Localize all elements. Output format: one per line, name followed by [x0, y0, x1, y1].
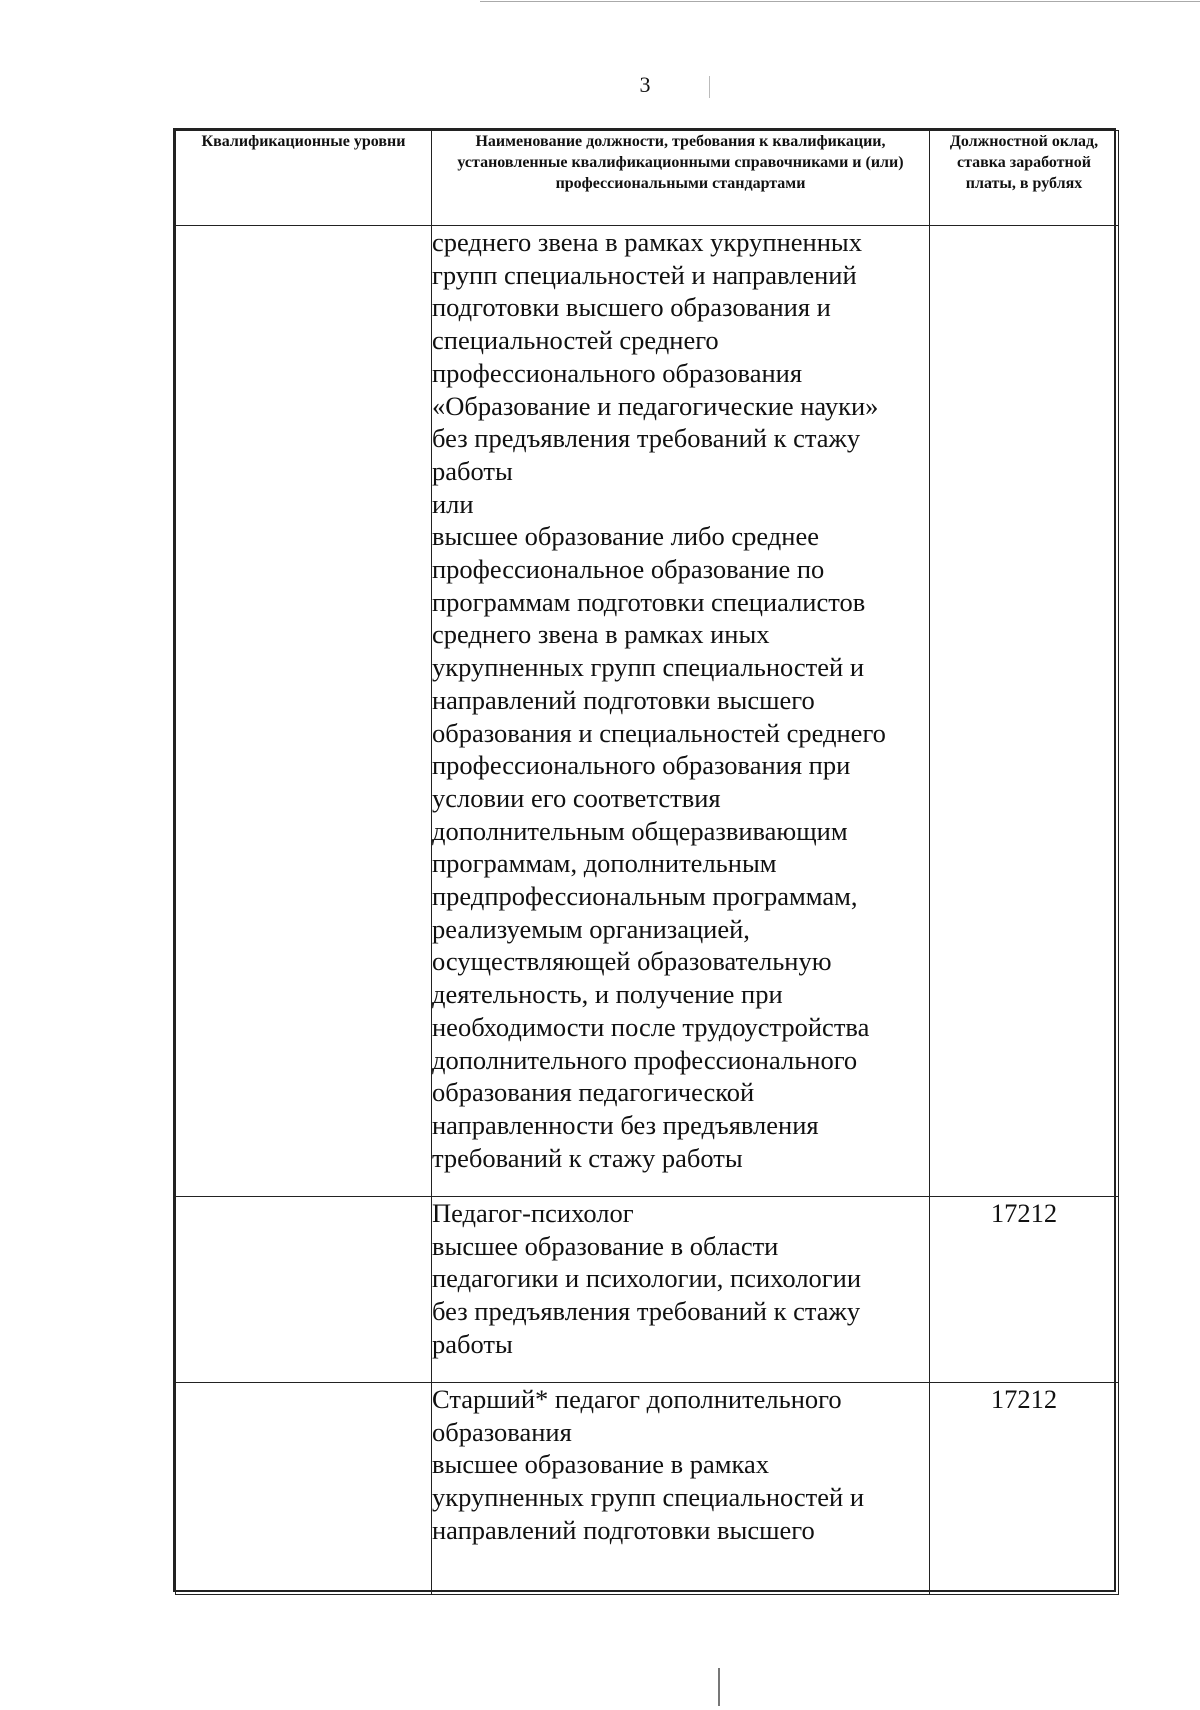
table-row [176, 1197, 1119, 1383]
description-cell: среднего звена в рамках укрупненных групп специальностей и направлений подготовки высшего образования и специальностей среднего профессионального образования «Образование и педагогические науки» без предъявления требований к стажу работы или высшее образование либо среднее профессиональное образование по программам подготовки специалистов среднего звена в рамках иных укрупненных групп специальностей и направлений подготовки высшего образования и специальностей среднего профессионального образования при условии его соответствия дополнительным общеразвивающим программам, дополнительным предпрофессиональным программам, реализуемым организацией, осуществляющей образовательную деятельность, и получение при необходимости после трудоустройства дополнительного профессионального образования педагогической направленности без предъявления требований к стажу работы [432, 226, 930, 1197]
page-number: 3 [639, 72, 651, 97]
scan-mark-page-number [709, 76, 710, 98]
header-position-requirements: Наименование должности, требования к квалификации, установленные квалификационными справочниками и (или) профессиональными стандартами [432, 131, 930, 226]
table-header-row [176, 131, 1119, 226]
qualification-table-frame [173, 128, 1116, 1592]
description-cell: Педагог-психолог высшее образование в области педагогики и психологии, психологии без предъявления требований к стажу работы [432, 1197, 930, 1383]
scan-line-bottom [718, 1668, 720, 1706]
description-cell: Старший* педагог дополнительного образования высшее образование в рамках укрупненных групп специальностей и направлений подготовки высшего [432, 1383, 930, 1595]
table-row [176, 1383, 1119, 1595]
qualification-table [175, 130, 1119, 1595]
level-cell [176, 1197, 432, 1383]
scan-line-top [480, 1, 1200, 2]
salary-cell: 17212 [930, 1197, 1119, 1383]
salary-cell: 17212 [930, 1383, 1119, 1595]
header-salary: Должностной оклад, ставка заработной платы, в рублях [930, 131, 1119, 226]
table-row [176, 226, 1119, 1197]
header-qualification-levels: Квалификационные уровни [176, 131, 432, 226]
salary-cell [930, 226, 1119, 1197]
level-cell [176, 226, 432, 1197]
level-cell [176, 1383, 432, 1595]
